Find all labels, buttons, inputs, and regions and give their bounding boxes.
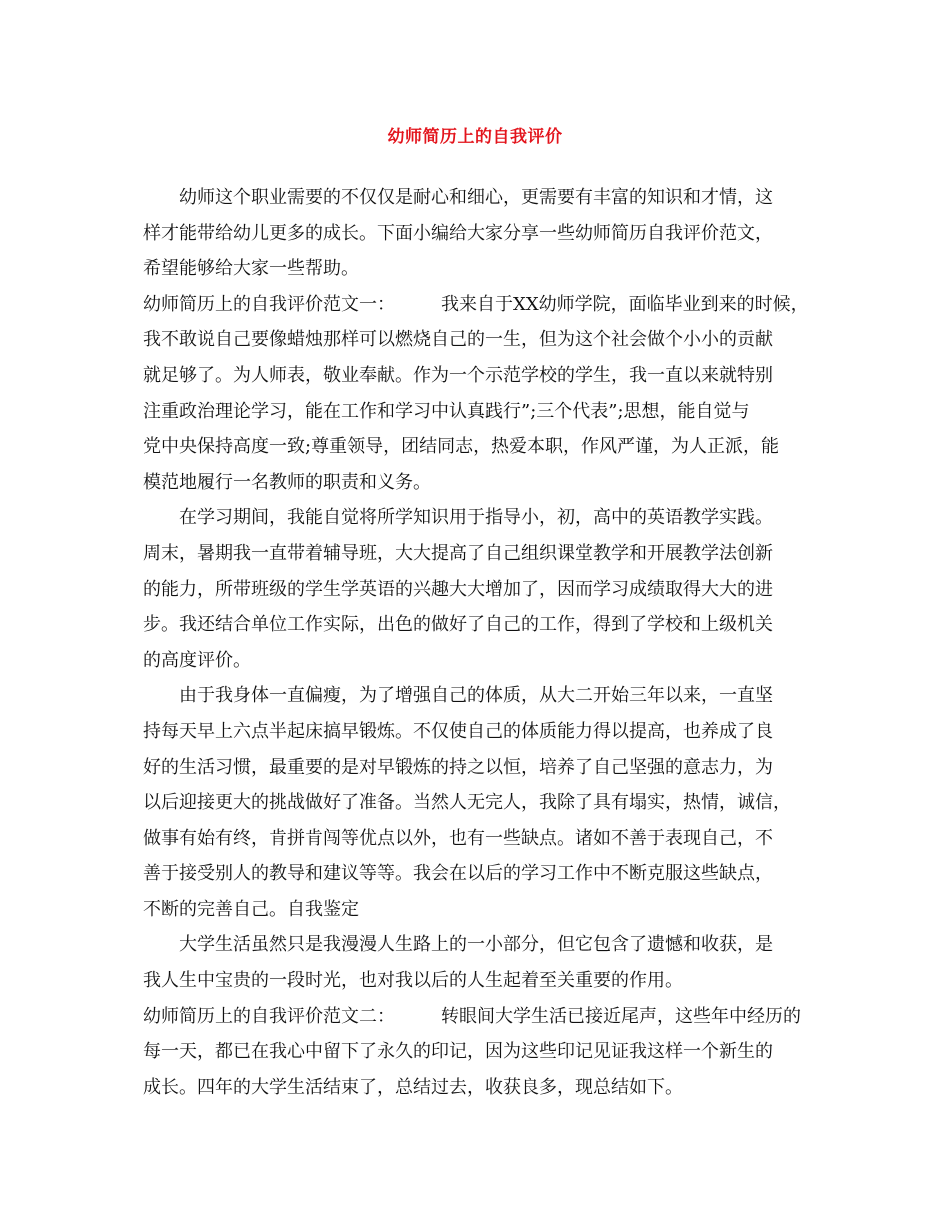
text-line: 好的生活习惯，最重要的是对早锻炼的持之以恒，培养了自己坚强的意志力，为 — [143, 756, 773, 778]
text-line: 就足够了。为人师表，敬业奉献。作为一个示范学校的学生，我一直以来就特别 — [143, 364, 773, 386]
text-line: 我人生中宝贵的一段时光，也对我以后的人生起着至关重要的作用。 — [143, 970, 683, 992]
text-line: 不断的完善自己。自我鉴定 — [143, 898, 359, 920]
text-line: 模范地履行一名教师的职责和义务。 — [143, 471, 431, 493]
document-body — [143, 180, 815, 1105]
text-line: 的能力，所带班级的学生学英语的兴趣大大增加了，因而学习成绩取得大大的进 — [143, 578, 773, 600]
text-line: 善于接受别人的教导和建议等等。我会在以后的学习工作中不断克服这些缺点， — [143, 863, 773, 885]
text-line: 持每天早上六点半起床搞早锻炼。不仅使自己的体质能力得以提高，也养成了良 — [143, 720, 773, 742]
text-line: 我不敢说自己要像蜡烛那样可以燃烧自己的一生，但为这个社会做个小小的贡献 — [143, 329, 773, 351]
text-line: 党中央保持高度一致;尊重领导，团结同志，热爱本职，作风严谨，为人正派，能 — [143, 436, 780, 458]
text-line: 希望能够给大家一些帮助。 — [143, 258, 359, 280]
text-line: 以后迎接更大的挑战做好了准备。当然人无完人，我除了具有塌实，热情，诚信， — [143, 792, 791, 814]
text-line: 大学生活虽然只是我漫漫人生路上的一小部分，但它包含了遗憾和收获，是 — [179, 934, 773, 956]
text-line: 幼师这个职业需要的不仅仅是耐心和细心，更需要有丰富的知识和才情，这 — [179, 187, 773, 208]
section-label: 幼师简历上的自我评价范文二： — [143, 1005, 395, 1027]
text-line: 在学习期间，我能自觉将所学知识用于指导小，初，高中的英语教学实践。 — [179, 507, 773, 529]
text-line: 注重政治理论学习，能在工作和学习中认真践行”;三个代表”;思想，能自觉与 — [143, 400, 750, 422]
text-line: 做事有始有终，肯拼肯闯等优点以外，也有一些缺点。诸如不善于表现自己，不 — [143, 827, 773, 849]
text-line: 由于我身体一直偏瘦，为了增强自己的体质，从大二开始三年以来，一直坚 — [179, 685, 773, 707]
text-line: 步。我还结合单位工作实际，出色的做好了自己的工作，得到了学校和上级机关 — [143, 614, 773, 636]
text-line: 每一天，都已在我心中留下了永久的印记，因为这些印记见证我这样一个新生的 — [143, 1041, 773, 1063]
text-line: 周末，暑期我一直带着辅导班，大大提高了自己组织课堂教学和开展教学法创新 — [143, 542, 773, 564]
section-label: 幼师简历上的自我评价范文一： — [143, 293, 395, 315]
line-text: 转眼间大学生活已接近尾声，这些年中经历的 — [441, 1005, 801, 1027]
text-line: 样才能带给幼儿更多的成长。下面小编给大家分享一些幼师简历自我评价范文， — [143, 222, 773, 244]
line-text: 我来自于XX幼师学院，面临毕业到来的时候， — [441, 293, 809, 315]
text-line: 成长。四年的大学生活结束了，总结过去，收获良多，现总结如下。 — [143, 1076, 683, 1098]
text-line: 的高度评价。 — [143, 649, 251, 671]
text-line — [143, 999, 815, 1035]
document-title: 幼师简历上的自我评价 — [387, 127, 563, 147]
text-line — [143, 287, 815, 323]
